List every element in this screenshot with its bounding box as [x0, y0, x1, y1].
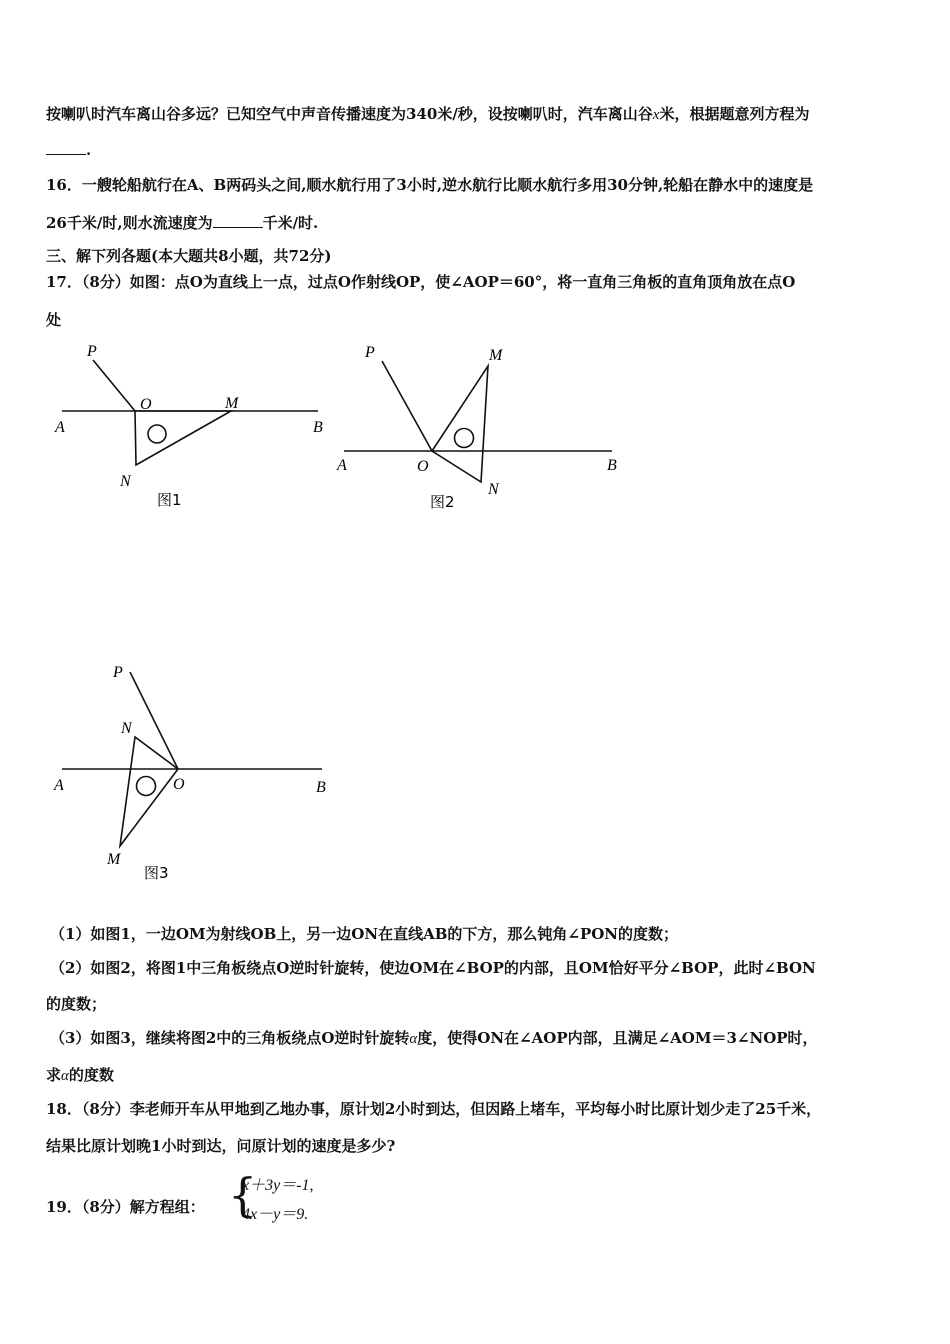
label-b: B: [607, 457, 617, 474]
equation-1: x＋3y＝-1,: [242, 1177, 314, 1194]
label-m: M: [489, 347, 503, 364]
q17-line1: 17．（8分）如图：点O为直线上一点，过点O作射线OP，使∠AOP＝60°，将一直角三角板的直角顶角放在点O: [46, 273, 796, 291]
label-n: N: [488, 481, 499, 498]
ray-op: [382, 361, 432, 451]
label-p: P: [113, 664, 123, 681]
triangle-hole: [137, 777, 156, 796]
alpha-symbol: α: [61, 1068, 69, 1084]
label-p: P: [365, 344, 375, 361]
q15-line1: 按喇叭时汽车离山谷多远？已知空气中声音传播速度为340米/秒，设按喇叭时，汽车离山谷x米，根据题意列方程为: [46, 105, 810, 123]
triangle-omn: [432, 366, 488, 482]
q19-label: 19．（8分）解方程组：: [46, 1198, 205, 1216]
label-m: M: [107, 851, 121, 868]
label-n: N: [120, 473, 131, 490]
figure-2-caption: 图2: [430, 493, 455, 511]
q17-part3-line2: 求α的度数: [46, 1066, 114, 1084]
label-n: N: [121, 720, 132, 737]
triangle-hole: [148, 425, 166, 443]
label-o: O: [417, 458, 429, 475]
q18-line2: 结果比原计划晚1小时到达，问原计划的速度是多少?: [46, 1137, 396, 1155]
equation-2: 4x－y＝9.: [242, 1206, 309, 1223]
label-o: O: [173, 776, 185, 793]
q16-line1: 16．一艘轮船航行在A、B两码头之间,顺水航行用了3小时,逆水航行比顺水航行多用30分钟,轮船在静水中的速度是: [46, 176, 814, 194]
label-b: B: [313, 419, 323, 436]
figure-1-caption: 图1: [157, 491, 182, 509]
q15-variable: x: [652, 107, 660, 123]
q15-line2: .: [46, 140, 91, 159]
q17-part1: （1）如图1，一边OM为射线OB上，另一边ON在直线AB的下方，那么钝角∠PON的度数；: [50, 925, 679, 943]
figure-1-lines: [62, 360, 318, 465]
figure-2-lines: [344, 361, 612, 482]
equation-system: [228, 1166, 358, 1228]
triangle-onm: [120, 737, 178, 846]
q17-part2-line1: （2）如图2，将图1中三角板绕点O逆时针旋转，使边OM在∠BOP的内部，且OM恰好平分∠BOP，此时∠BON: [50, 959, 816, 977]
label-o: O: [140, 396, 152, 413]
q18-line1: 18．（8分）李老师开车从甲地到乙地办事，原计划2小时到达，但因路上堵车，平均每小时比原计划少走了25千米，: [46, 1100, 822, 1118]
label-b: B: [316, 779, 326, 796]
figure-3-caption: 图3: [144, 864, 169, 882]
label-a: A: [55, 419, 65, 436]
system-brace: {: [228, 1168, 258, 1222]
label-a: A: [337, 457, 347, 474]
section-heading: 三、解下列各题(本大题共8小题，共72分): [46, 247, 332, 265]
q17-part3-line1: （3）如图3，继续将图2中的三角板绕点O逆时针旋转α度，使得ON在∠AOP内部，且满足∠AOM＝3∠NOP时，: [50, 1029, 818, 1047]
label-a: A: [54, 777, 64, 794]
q17-line2: 处: [46, 311, 62, 329]
q17-part2-line2: 的度数；: [46, 995, 107, 1013]
alpha-symbol: α: [409, 1031, 418, 1047]
triangle-hole: [455, 429, 474, 448]
label-m: M: [225, 395, 239, 412]
label-p: P: [87, 343, 97, 360]
ray-op: [93, 360, 135, 411]
q16-line2: 26千米/时,则水流速度为 千米/时.: [46, 214, 319, 232]
figure-3-lines: [62, 672, 322, 846]
ray-op: [130, 672, 178, 769]
